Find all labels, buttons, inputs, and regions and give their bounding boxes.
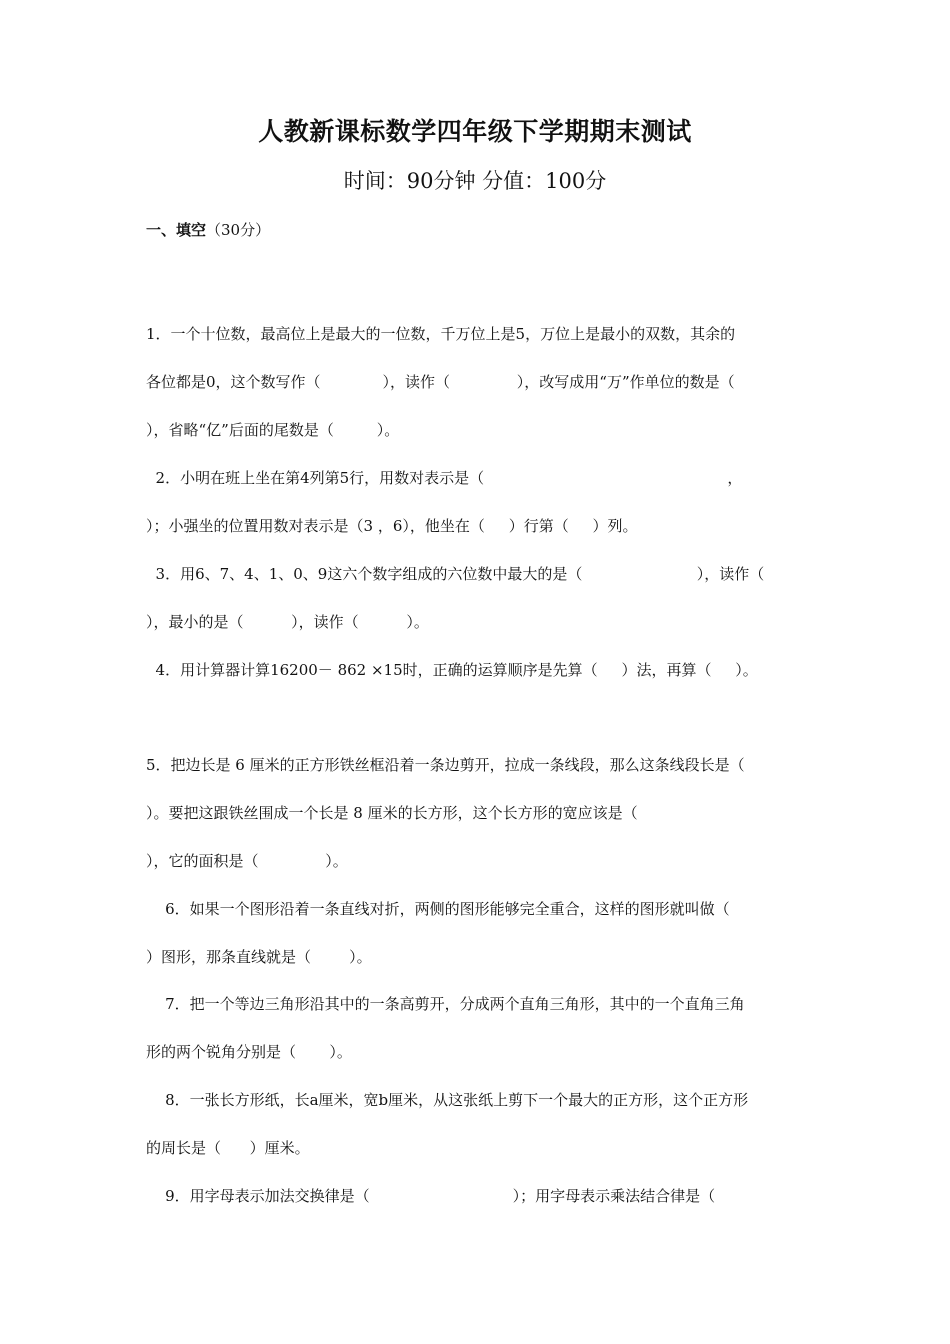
question-line: 9．用字母表示加法交换律是（ ）；用字母表示乘法结合律是（ [146,1187,716,1205]
question-line: 7．把一个等边三角形沿其中的一条高剪开，分成两个直角三角形，其中的一个直角三角 [146,995,745,1013]
question-line: 2．小明在班上坐在第4列第5行，用数对表示是（ ， [146,469,743,487]
question-line: 4．用计算器计算16200－ 862 ×15时，正确的运算顺序是先算（ ）法，再算（ ）。 [146,661,758,679]
question-line: 5．把边长是 6 厘米的正方形铁丝框沿着一条边剪开，拉成一条线段，那么这条线段长是（ [146,756,745,774]
question-line: ）；小强坐的位置用数对表示是（3 ，6），他坐在（ ）行第（ ）列。 [146,517,638,535]
section-points: （30分） [206,221,271,239]
question-line: 6．如果一个图形沿着一条直线对折，两侧的图形能够完全重合，这样的图形就叫做（ [146,900,730,918]
question-line: ），省略“亿”后面的尾数是（ ）。 [146,421,400,439]
section-heading [146,219,270,240]
question-line: 的周长是（ ）厘米。 [146,1139,310,1157]
question-line: ），它的面积是（ ）。 [146,852,348,870]
question-line: 各位都是0，这个数写作（ ），读作（ ），改写成用“万”作单位的数是（ [146,373,735,391]
question-line: 形的两个锐角分别是（ ）。 [146,1043,352,1061]
page-title: 人教新课标数学四年级下学期期末测试 [258,117,692,146]
question-line: ）。要把这跟铁丝围成一个长是 8 厘米的长方形，这个长方形的宽应该是（ [146,804,638,822]
section-title: 一、填空 [146,221,207,239]
question-line: 1．一个十位数，最高位上是最大的一位数，千万位上是5，万位上是最小的双数，其余的 [146,325,736,343]
question-line: 3．用6、7、4、1、0、9这六个数字组成的六位数中最大的是（ ），读作（ [146,565,765,583]
question-line: ），最小的是（ ），读作（ ）。 [146,613,429,631]
question-line: ）图形，那条直线就是（ ）。 [146,948,372,966]
exam-info: 时间：90分钟 分值：100分 [343,169,607,193]
question-line: 8．一张长方形纸，长a厘米，宽b厘米，从这张纸上剪下一个最大的正方形，这个正方形 [146,1091,749,1109]
